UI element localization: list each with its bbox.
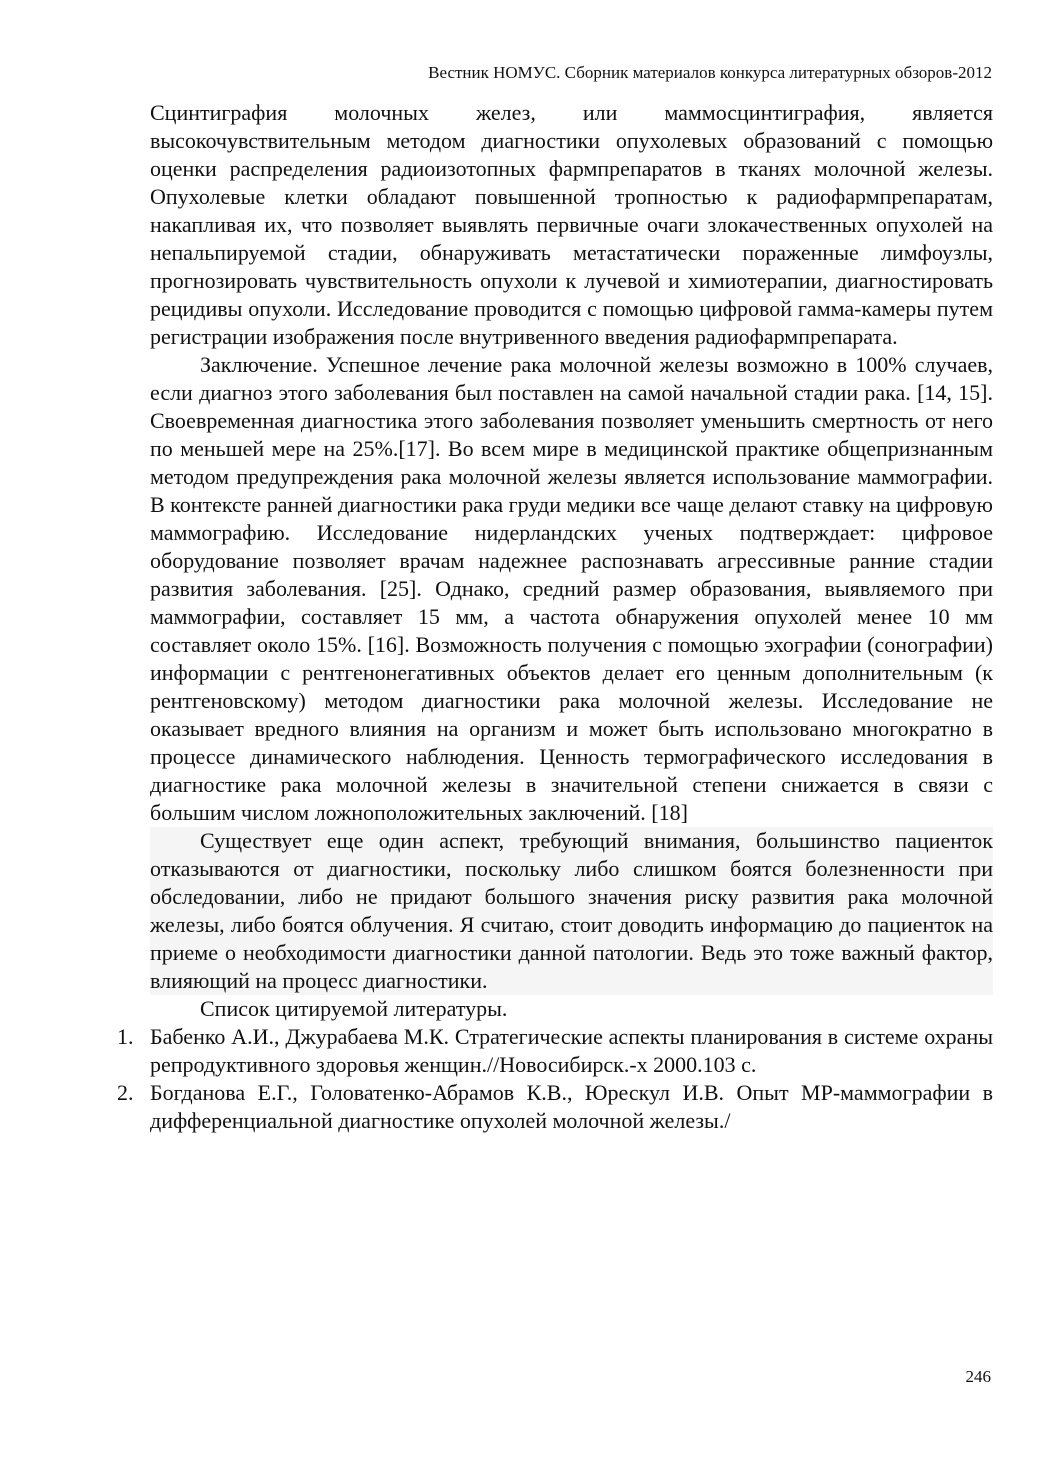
reference-number: 2. — [117, 1080, 134, 1105]
paragraph-patient-aspect: Существует еще один аспект, требующий внимания, большинство пациенток отказываются от диагностики, поскольку либо слишком боятся болезненности при обследовании, либо не придают большого значения риску развития рака молочной железы, либо боятся облучения. Я считаю, стоит доводить информацию до пациенток на приеме о необходимости диагностики данной патологии. Ведь это тоже важный фактор, влияющий на процесс диагностики. — [150, 828, 993, 993]
article-body — [117, 99, 993, 1135]
reference-item — [117, 1023, 993, 1079]
paragraph-scintigraphy: Сцинтиграфия молочных желез, или маммосцинтиграфия, является высокочувствительным методом диагностики опухолевых образований с помощью оценки распределения радиоизотопных фармпрепаратов в тканях молочной железы. Опухолевые клетки обладают повышенной тропностью к радиофармпрепаратам, накапливая их, что позволяет выявлять первичные очаги злокачественных опухолей на непальпируемой стадии, обнаруживать метастатически пораженные лимфоузлы, прогнозировать чувствительность опухоли к лучевой и химиотерапии, диагностировать рецидивы опухоли. Исследование проводится с помощью цифровой гамма-камеры путем регистрации изображения после внутривенного введения радиофармпрепарата. — [150, 100, 993, 349]
reference-number: 1. — [117, 1024, 134, 1049]
reference-item — [117, 1079, 993, 1135]
reference-text: Богданова Е.Г., Головатенко-Абрамов К.В., Юрескул И.В. Опыт МР-маммографии в дифференциальной диагностике опухолей молочной железы./ — [150, 1080, 993, 1133]
references-title: Список цитируемой литературы. — [200, 996, 508, 1021]
reference-text: Бабенко А.И., Джурабаева М.К. Стратегические аспекты планирования в системе охраны репродуктивного здоровья женщин.//Новосибирск.-х 2000.103 с. — [150, 1024, 993, 1077]
reference-list — [117, 1023, 993, 1135]
page-number: 246 — [965, 1367, 991, 1386]
running-header: Вестник НОМУС. Сборник материалов конкурса литературных обзоров-2012 — [428, 63, 992, 82]
paragraph-conclusion: Заключение. Успешное лечение рака молочной железы возможно в 100% случаев, если диагноз этого заболевания был поставлен на самой начальной стадии рака. [14, 15]. Своевременная диагностика этого заболевания позволяет уменьшить смертность от него по меньшей мере на 25%.[17]. Во всем мире в медицинской практике общепризнанным методом предупреждения рака молочной железы является использование маммографии. В контексте ранней диагностики рака груди медики все чаще делают ставку на цифровую маммографию. Исследование нидерландских ученых подтверждает: цифровое оборудование позволяет врачам надежнее распознавать агрессивные ранние стадии развития заболевания. [25]. Однако, средний размер образования, выявляемого при маммографии, составляет 15 мм, а частота обнаружения опухолей менее 10 мм составляет около 15%. [16]. Возможность получения с помощью эхографии (сонографии) информации с рентгенонегативных объектов делает его ценным дополнительным (к рентгеновскому) методом диагностики рака молочной железы. Исследование не оказывает вредного влияния на организм и может быть использовано многократно в процессе динамического наблюдения. Ценность термографического исследования в диагностике рака молочной железы в значительной степени снижается в связи с большим числом ложноположительных заключений. [18] — [150, 352, 993, 825]
